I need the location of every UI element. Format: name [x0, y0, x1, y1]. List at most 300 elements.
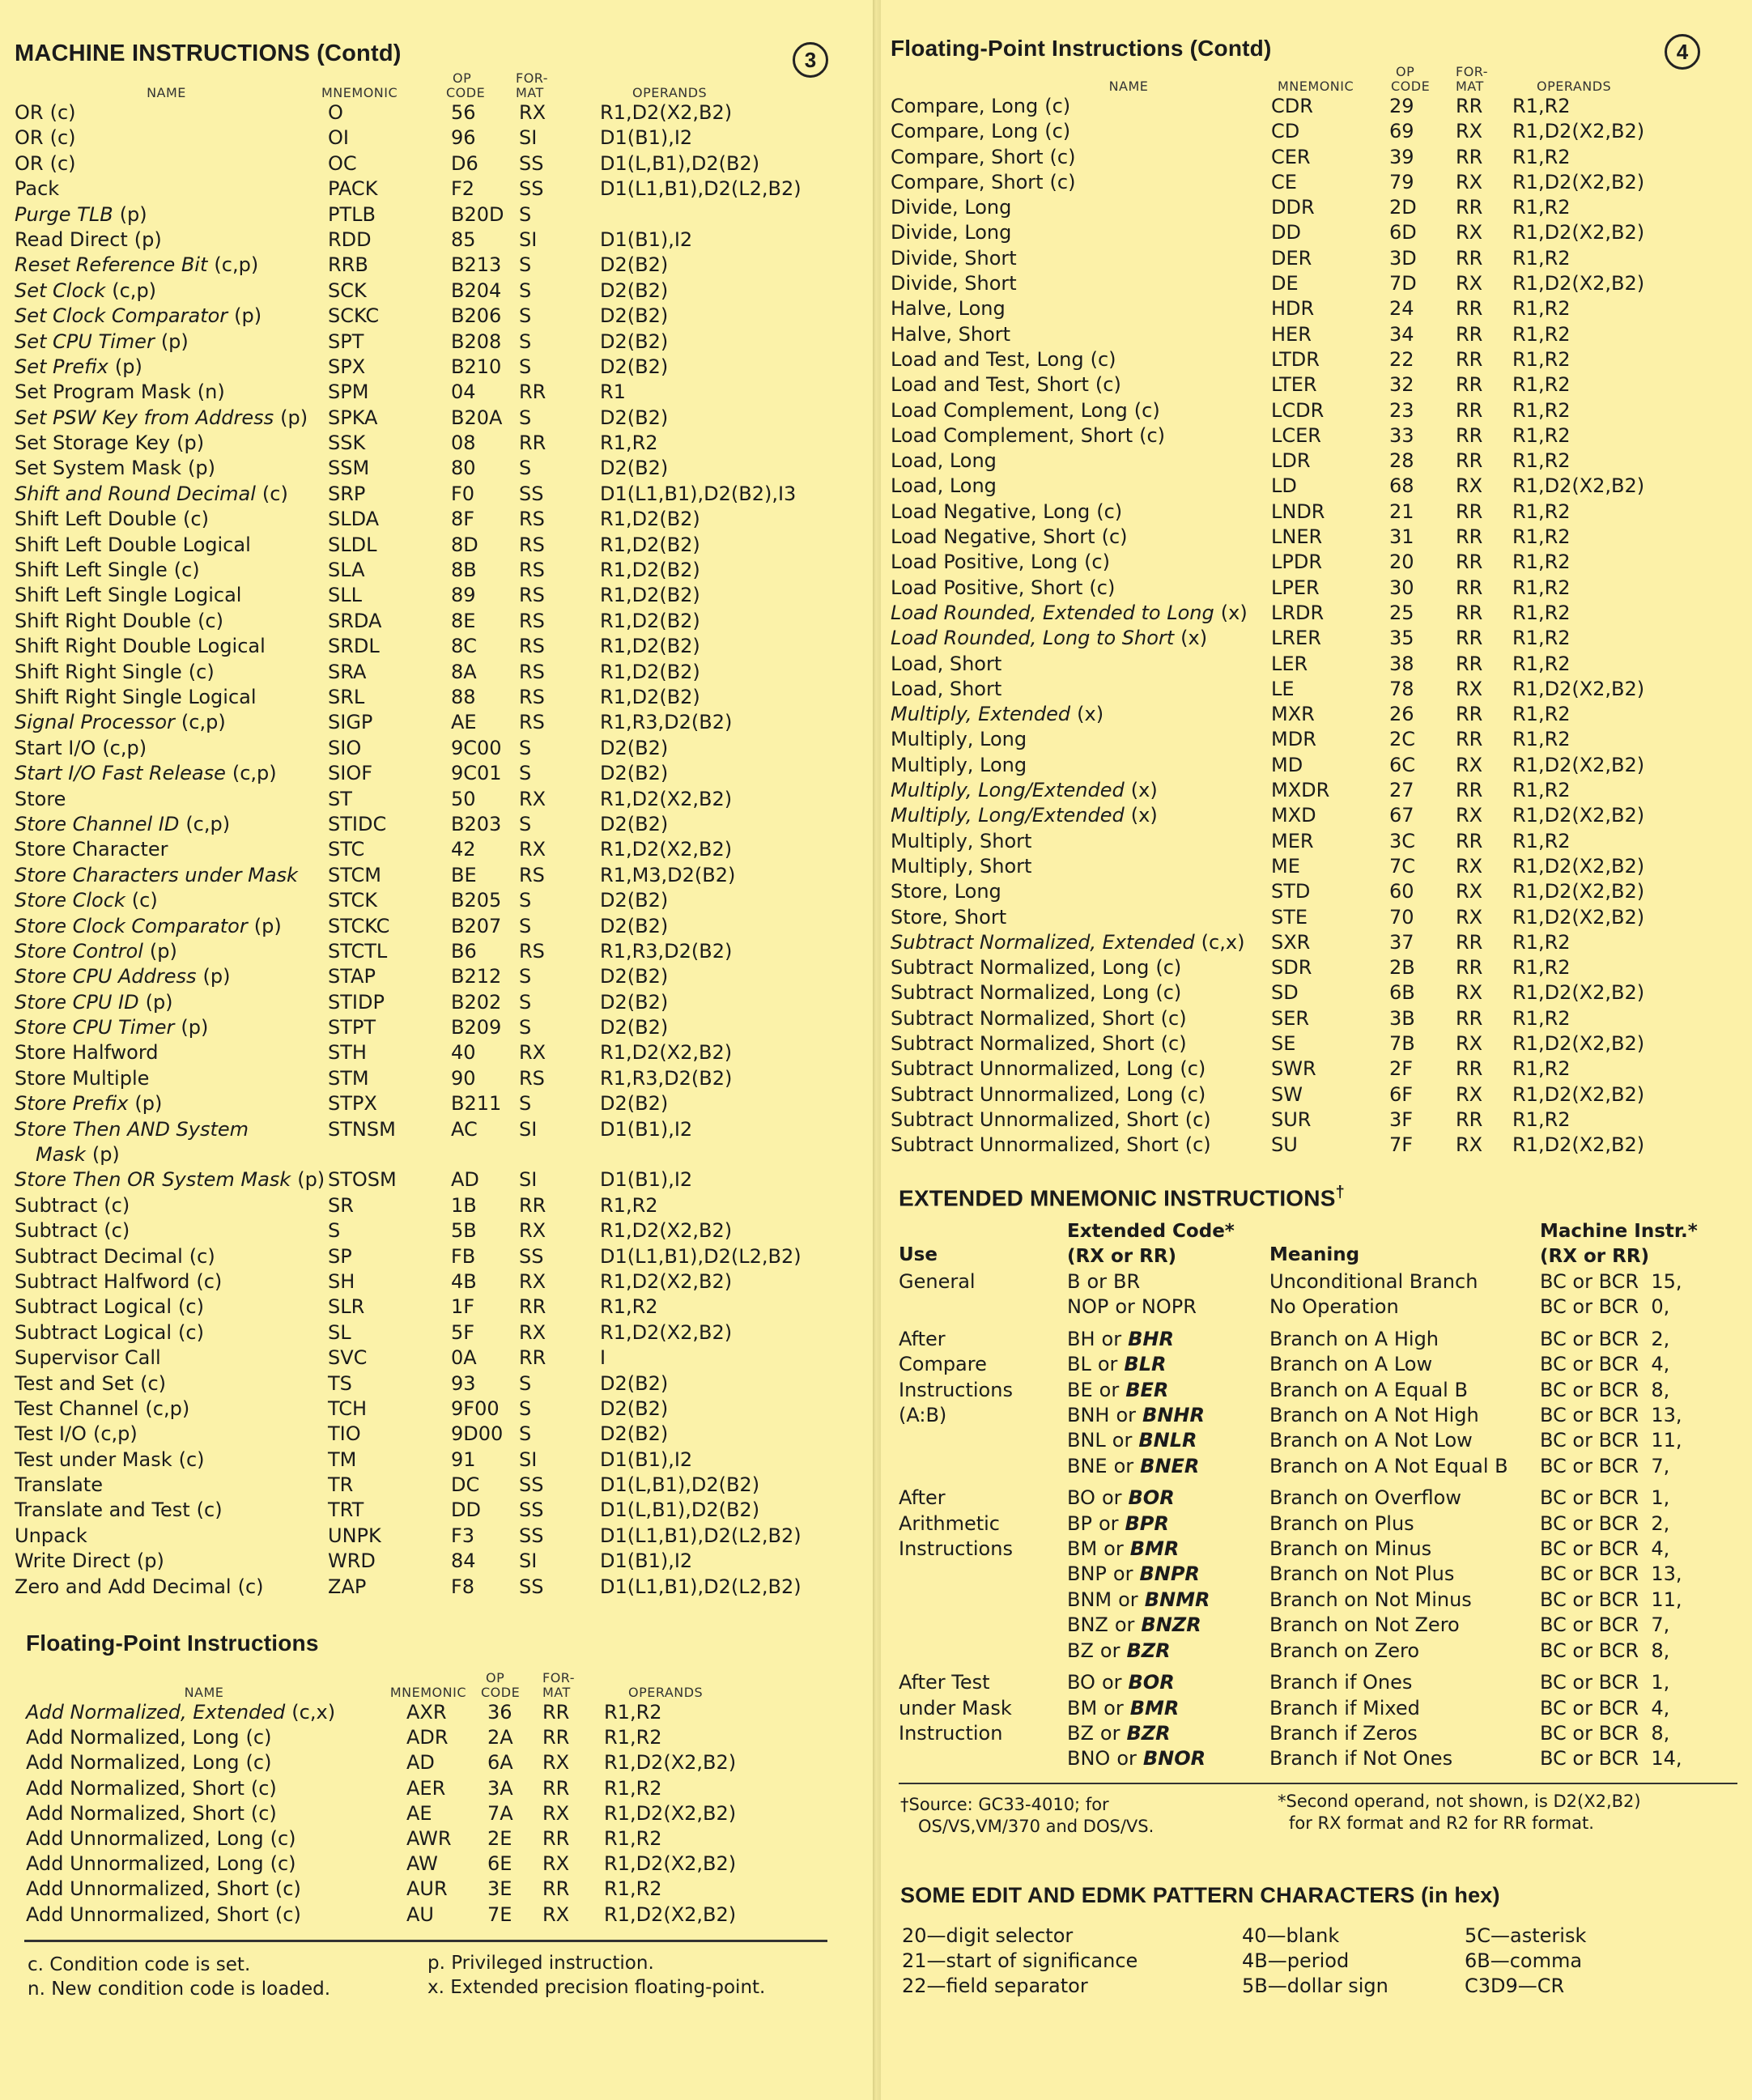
edit-pattern-item: C3D9—CR [1465, 1975, 1565, 1997]
instruction-row [15, 151, 824, 176]
instruction-mnemonic: LD [1271, 474, 1297, 498]
instruction-row [15, 1524, 824, 1549]
opcode-header-line2: CODE [446, 85, 486, 100]
instruction-format [516, 1142, 585, 1167]
instruction-name [15, 176, 318, 202]
instruction-name [891, 1006, 1269, 1031]
instruction-name-text: Start I/O [15, 736, 96, 759]
instruction-name [15, 1218, 318, 1243]
instruction-mnemonic: SLL [328, 584, 362, 607]
instruction-format: RX [1456, 804, 1483, 827]
instruction-flags: (c) [1139, 423, 1166, 447]
instruction-row [15, 888, 824, 913]
instruction-row [891, 423, 1741, 448]
instruction-mnemonic: TRT [328, 1498, 364, 1522]
instruction-format: S [519, 406, 532, 429]
instruction-opcode: 78 [1389, 677, 1414, 700]
source-note-line1: †Source: GC33-4010; for [900, 1795, 1109, 1814]
instruction-row [15, 1066, 824, 1091]
instruction-operands: R1,D2(X2,B2) [1512, 474, 1645, 498]
instruction-name-text: Compare, Long [891, 120, 1039, 143]
instruction-format: RR [1456, 449, 1483, 473]
ext-code [1067, 1454, 1269, 1479]
instruction-operands: R1 [600, 380, 626, 404]
instruction-row [15, 812, 824, 837]
ext-code-or: or [1101, 1671, 1122, 1694]
instruction-name [891, 753, 1269, 778]
ext-code [1067, 1320, 1269, 1352]
instruction-opcode: 35 [1389, 627, 1414, 650]
instruction-operands: R1,R2 [1512, 423, 1571, 447]
instruction-name-text: Store CPU ID [15, 990, 139, 1014]
instruction-row [15, 304, 824, 329]
instruction-mnemonic: WRD [328, 1549, 376, 1573]
instruction-name [15, 1320, 318, 1345]
ext-code [1067, 1613, 1269, 1638]
instruction-name-text: OR [15, 126, 44, 150]
instruction-mnemonic: LNDR [1271, 499, 1325, 523]
instruction-opcode: 08 [451, 431, 476, 455]
instruction-opcode: 34 [1389, 322, 1414, 346]
ext-use: Compare [899, 1353, 987, 1376]
ext-code [1067, 1746, 1269, 1771]
ext-meaning: Branch on Minus [1269, 1537, 1432, 1561]
instruction-name [15, 329, 318, 355]
col-header-mnemonic: MNEMONIC [321, 85, 398, 100]
ext-meaning: Branch on A High [1269, 1327, 1439, 1350]
second-operand-note-line1: *Second operand, not shown, is D2(X2,B2) [1278, 1792, 1641, 1811]
instruction-name-text: OR [15, 101, 44, 124]
instruction-row [15, 736, 824, 761]
ext-code [1067, 1428, 1269, 1453]
ext-code-rx: NOP [1067, 1295, 1109, 1319]
instruction-name [891, 677, 1269, 702]
instruction-format: RR [1456, 373, 1483, 397]
instruction-format: S [519, 762, 532, 785]
ext-row [899, 1746, 1741, 1771]
instruction-mnemonic: DER [1271, 246, 1312, 270]
instruction-format: RR [1456, 398, 1483, 422]
instruction-name-text: Subtract Normalized, Long [891, 956, 1150, 980]
instruction-name-text: Set Clock Comparator [15, 304, 228, 328]
ext-code-rx: BE [1067, 1378, 1093, 1401]
extended-mnemonic-title [899, 1184, 1345, 1211]
instruction-flags: (c) [173, 559, 200, 582]
instruction-name-text: Load Rounded, Extended to Long [891, 601, 1214, 624]
ext-row [899, 1696, 1741, 1721]
instruction-row [891, 322, 1741, 347]
instruction-operands: R1,R2 [604, 1827, 662, 1851]
instruction-opcode: 2B [1389, 956, 1415, 980]
instruction-format: RR [1456, 652, 1483, 675]
legend-x: x. Extended precision floating-point. [427, 1977, 766, 1998]
instruction-operands: D1(L1,B1),D2(L2,B2) [600, 177, 802, 201]
instruction-operands: D2(B2) [600, 1016, 669, 1039]
instruction-format: RR [1456, 551, 1483, 574]
r-col-header-mnemonic: MNEMONIC [1278, 79, 1354, 94]
instruction-flags: (c) [1155, 981, 1182, 1005]
instruction-opcode: 85 [451, 227, 476, 251]
instruction-mnemonic: CDR [1271, 95, 1313, 117]
instruction-name-text: Compare, Short [891, 170, 1044, 193]
instruction-row [891, 550, 1741, 575]
ext-code-rx: BL [1067, 1353, 1091, 1376]
instruction-format: RX [1456, 1031, 1483, 1055]
instruction-opcode: B212 [451, 965, 502, 988]
ext-code-rx: BM [1067, 1537, 1098, 1561]
instruction-opcode: AD [451, 1168, 479, 1192]
instruction-opcode: 84 [451, 1549, 476, 1573]
instruction-operands: R1,R2 [600, 1295, 658, 1319]
instruction-operands: R1,R2 [1512, 627, 1571, 650]
instruction-mnemonic: MXR [1271, 703, 1315, 726]
instruction-operands: R1,D2(X2,B2) [1512, 854, 1645, 878]
instruction-name [15, 253, 318, 278]
instruction-format: SS [519, 1575, 544, 1598]
instruction-row [891, 980, 1741, 1005]
instruction-row [891, 271, 1741, 296]
instruction-mnemonic: SPT [328, 329, 364, 353]
instruction-name-text: Store Then AND System [15, 1117, 249, 1141]
instruction-operands: R1,R2 [1512, 95, 1571, 117]
ext-code-rr: BER [1125, 1378, 1169, 1401]
instruction-mnemonic: AXR [406, 1701, 447, 1724]
instruction-opcode: 3B [1389, 1006, 1415, 1030]
instruction-opcode: 70 [1389, 905, 1414, 929]
instruction-opcode: B202 [451, 990, 502, 1014]
instruction-operands: D2(B2) [600, 355, 669, 378]
instruction-format: RR [1456, 145, 1483, 168]
instruction-name-text: Load Complement, Long [891, 398, 1128, 422]
instruction-name [891, 955, 1269, 980]
instruction-mnemonic: STPX [328, 1092, 377, 1116]
ext-code-or: or [1114, 1613, 1135, 1637]
instruction-flags: (p) [119, 202, 147, 226]
instruction-opcode: 3A [487, 1776, 513, 1800]
instruction-mnemonic: LPDR [1271, 551, 1322, 574]
ext-code [1067, 1294, 1269, 1320]
instruction-flags: (c) [196, 1269, 223, 1293]
instruction-flags: (p) [176, 431, 205, 455]
instruction-name-text: Store, Long [891, 880, 1001, 903]
instruction-name [26, 1700, 382, 1725]
instruction-format: S [519, 736, 532, 759]
ext-code [1067, 1664, 1269, 1695]
instruction-opcode: B20D [451, 202, 504, 226]
instruction-name-text: Store Multiple [15, 1066, 150, 1090]
ext-code [1067, 1562, 1269, 1587]
ext-row [899, 1428, 1741, 1453]
instruction-name [26, 1725, 382, 1750]
instruction-opcode: B209 [451, 1016, 502, 1039]
ext-code-rx: BZ [1067, 1639, 1094, 1662]
instruction-format: RS [519, 508, 545, 531]
instruction-name [891, 626, 1269, 651]
page-number-badge-right: 4 [1665, 34, 1700, 70]
instruction-format: RX [1456, 272, 1483, 295]
r-opcode-line2: CODE [1391, 79, 1431, 94]
instruction-opcode: B213 [451, 253, 502, 277]
instruction-flags: (c) [49, 126, 76, 150]
instruction-opcode: BE [451, 863, 477, 886]
instruction-name [15, 1015, 318, 1040]
instruction-name [891, 879, 1269, 904]
instruction-flags: (p) [187, 457, 215, 480]
instruction-mnemonic: SE [1271, 1031, 1296, 1055]
instruction-mnemonic: MXDR [1271, 779, 1330, 802]
instruction-format: RX [1456, 474, 1483, 498]
ext-code-rr: BNZR [1141, 1613, 1201, 1637]
instruction-name-text: Translate [15, 1473, 103, 1497]
instruction-operands: D2(B2) [600, 406, 669, 429]
instruction-format: RX [542, 1751, 570, 1775]
instruction-mnemonic: STC [328, 838, 365, 861]
ext-code-rr: BNMR [1144, 1588, 1210, 1611]
instruction-row [15, 1473, 824, 1498]
instruction-name [15, 1345, 318, 1371]
instruction-format: S [519, 965, 532, 988]
instruction-format: RX [519, 1219, 546, 1243]
instruction-name-text: Set Prefix [15, 355, 108, 378]
instruction-flags: (c) [189, 1244, 215, 1268]
ext-machine-instr: BC or BCR 8, [1540, 1639, 1670, 1662]
instruction-format: S [519, 1371, 532, 1395]
ext-header-meaning: Meaning [1269, 1244, 1360, 1265]
instruction-name-text: Add Unnormalized, Long [26, 1827, 264, 1851]
instruction-mnemonic: DE [1271, 272, 1299, 295]
instruction-flags: (c) [1180, 1057, 1206, 1081]
instruction-mnemonic: MDR [1271, 728, 1316, 751]
instruction-row [15, 1040, 824, 1065]
instruction-name-text: Multiply, Short [891, 854, 1032, 878]
instruction-name [15, 482, 318, 507]
instruction-format: SS [519, 482, 544, 505]
instruction-mnemonic: STPT [328, 1016, 376, 1039]
instruction-opcode: AE [451, 711, 477, 734]
instruction-name [15, 1117, 318, 1142]
instruction-opcode: 6C [1389, 753, 1416, 776]
instruction-mnemonic: OC [328, 151, 357, 175]
instruction-name-text: Test under Mask [15, 1447, 172, 1471]
instruction-row [891, 347, 1741, 372]
instruction-name [15, 710, 318, 735]
ext-code-or: or [1099, 1378, 1120, 1401]
ext-meaning: Branch if Zeros [1269, 1721, 1418, 1745]
instruction-format: S [519, 1016, 532, 1039]
instruction-row [891, 119, 1741, 144]
instruction-name-text: Load Complement, Short [891, 423, 1133, 447]
ext-row [899, 1664, 1741, 1695]
instruction-name [891, 423, 1269, 448]
instruction-format: RX [1456, 120, 1483, 143]
instruction-row [891, 474, 1741, 499]
instruction-mnemonic: SLR [328, 1295, 365, 1319]
instruction-operands: R1,D2(B2) [600, 685, 700, 708]
instruction-flags: (p) [134, 227, 162, 251]
ext-meaning: Unconditional Branch [1269, 1270, 1478, 1293]
ext-use: After [899, 1327, 946, 1350]
ext-code-rr: BNER [1140, 1454, 1200, 1477]
instruction-opcode: 29 [1389, 95, 1414, 117]
instruction-flags: (c,p) [112, 278, 157, 302]
instruction-opcode: 36 [487, 1701, 512, 1724]
instruction-name [15, 1294, 318, 1320]
ext-machine-instr: BC or BCR 13, [1540, 1562, 1682, 1586]
instruction-name [891, 499, 1269, 525]
instruction-row [26, 1700, 827, 1725]
instruction-opcode: 6A [487, 1751, 513, 1775]
instruction-opcode: B203 [451, 812, 502, 835]
instruction-name-text: Reset Reference Bit [15, 253, 208, 277]
instruction-mnemonic: STCTL [328, 939, 388, 963]
ext-use: Arithmetic [899, 1511, 1000, 1535]
instruction-operands: R1,D2(X2,B2) [1512, 753, 1645, 776]
instruction-name-text: Subtract Unnormalized, Short [891, 1107, 1179, 1131]
ext-row [899, 1479, 1741, 1511]
instruction-row [15, 507, 824, 532]
ext-row [899, 1294, 1741, 1320]
instruction-name-text: Load Positive, Long [891, 551, 1078, 574]
instruction-opcode: B20A [451, 406, 503, 429]
instruction-name [15, 456, 318, 481]
instruction-name [891, 1082, 1269, 1107]
instruction-row [891, 372, 1741, 397]
instruction-mnemonic: MXD [1271, 804, 1316, 827]
ext-code-or: or [1115, 1295, 1135, 1319]
ext-meaning: Branch on Not Plus [1269, 1562, 1455, 1586]
ext-code-rr: BNOR [1142, 1747, 1206, 1771]
instruction-row [26, 1851, 827, 1877]
instruction-flags: (c) [131, 889, 158, 912]
ext-code-or: or [1113, 1454, 1134, 1477]
instruction-opcode: 2A [487, 1726, 513, 1749]
instruction-operands: R1,R2 [604, 1776, 662, 1800]
instruction-operands: D2(B2) [600, 1371, 669, 1395]
instruction-mnemonic: LPER [1271, 576, 1320, 599]
ext-machine-instr: BC or BCR 2, [1540, 1327, 1670, 1350]
instruction-opcode: 1F [451, 1295, 475, 1319]
instruction-mnemonic: STAP [328, 965, 376, 988]
instruction-name [891, 94, 1269, 119]
fp-col-header-mnemonic: MNEMONIC [389, 1685, 466, 1700]
instruction-format: S [519, 355, 532, 378]
instruction-operands: D1(B1),I2 [600, 227, 693, 251]
instruction-name [15, 1091, 318, 1116]
page-number-badge: 3 [793, 42, 828, 78]
page-fold [873, 0, 881, 2100]
instruction-format: S [519, 889, 532, 912]
legend-n: n. New condition code is loaded. [28, 1979, 331, 2000]
edit-col-symbols [1242, 1924, 1444, 1999]
instruction-name [15, 507, 318, 532]
ext-machine-instr: BC or BCR 1, [1540, 1486, 1670, 1510]
edit-pattern-item: 4B—period [1242, 1949, 1350, 1972]
instruction-name [891, 474, 1269, 499]
instruction-opcode: 3C [1389, 829, 1416, 852]
ext-use: under Mask [899, 1696, 1012, 1720]
instruction-mnemonic: AW [406, 1852, 438, 1876]
instruction-opcode: 7D [1389, 272, 1417, 295]
instruction-format: RX [542, 1852, 570, 1876]
instruction-name [26, 1750, 382, 1775]
instruction-row [15, 1345, 824, 1371]
instruction-row [891, 955, 1741, 980]
instruction-operands: D2(B2) [600, 304, 669, 328]
instruction-operands: R1,R2 [1512, 322, 1571, 346]
instruction-row [15, 1498, 824, 1523]
instruction-name [15, 736, 318, 761]
instruction-mnemonic: AWR [406, 1827, 452, 1851]
instruction-name-text: Shift Left Double Logical [15, 533, 251, 556]
instruction-opcode: D6 [451, 151, 478, 175]
instruction-format: SI [519, 1117, 538, 1141]
instruction-name [891, 271, 1269, 296]
instruction-name-text: Shift Left Double [15, 508, 177, 531]
instruction-name-text: Shift Right Single Logical [15, 685, 257, 708]
instruction-mnemonic: AD [406, 1751, 435, 1775]
instruction-row [891, 195, 1741, 220]
instruction-operands: D1(L1,B1),D2(L2,B2) [600, 1575, 802, 1598]
instruction-name-text: Subtract [15, 1193, 98, 1217]
instruction-format: SS [519, 1524, 544, 1547]
instruction-opcode: 39 [1389, 145, 1414, 168]
instruction-operands: R1,D2(X2,B2) [600, 101, 733, 124]
ext-meaning: Branch on A Equal B [1269, 1378, 1468, 1401]
ext-code-or: or [1104, 1696, 1124, 1720]
instruction-opcode: B208 [451, 329, 502, 353]
instruction-flags: (c) [104, 1193, 130, 1217]
instruction-row [891, 576, 1741, 601]
ext-code-rx: BH [1067, 1327, 1095, 1350]
ext-use: After Test [899, 1671, 990, 1694]
ext-code-rr: BNPR [1139, 1562, 1200, 1586]
instruction-mnemonic: STCK [328, 889, 377, 912]
instruction-operands: R1,D2(X2,B2) [604, 1852, 737, 1876]
instruction-opcode: 9C01 [451, 762, 502, 785]
r-col-header-operands: OPERANDS [1537, 79, 1612, 94]
instruction-opcode: 2E [487, 1827, 512, 1851]
r-col-header-opcode [1375, 52, 1446, 94]
instruction-mnemonic: SR [328, 1193, 354, 1217]
instruction-name-text: Subtract Logical [15, 1320, 172, 1344]
ext-machine-instr: BC or BCR 1, [1540, 1671, 1670, 1694]
ext-meaning: Branch on Not Minus [1269, 1588, 1472, 1611]
instruction-flags: (c) [1084, 551, 1110, 574]
instruction-opcode: 23 [1389, 398, 1414, 422]
instruction-row [15, 863, 824, 888]
ext-code [1067, 1588, 1269, 1613]
ext-code-rr: BZR [1126, 1639, 1171, 1662]
instruction-format: RR [1456, 196, 1483, 219]
instruction-name-text: Divide, Long [891, 196, 1012, 219]
ext-row [899, 1320, 1741, 1352]
instruction-format: RR [1456, 423, 1483, 447]
instruction-row [15, 100, 824, 125]
instruction-name [891, 1107, 1269, 1133]
extended-mnemonic-title-text: EXTENDED MNEMONIC INSTRUCTIONS [899, 1185, 1336, 1211]
instruction-name-text: Set CPU Timer [15, 329, 155, 353]
instruction-name [891, 1056, 1269, 1082]
ext-code-or: or [1101, 1327, 1122, 1350]
ext-code-or: or [1101, 1486, 1122, 1510]
instruction-mnemonic: HER [1271, 322, 1312, 346]
instruction-name-text: Multiply, Extended [891, 703, 1071, 726]
instruction-opcode: 30 [1389, 576, 1414, 599]
instruction-name-text: Pack [15, 177, 60, 201]
instruction-format: SS [519, 1473, 544, 1497]
instruction-opcode: 7C [1389, 854, 1416, 878]
instruction-name [891, 930, 1269, 955]
